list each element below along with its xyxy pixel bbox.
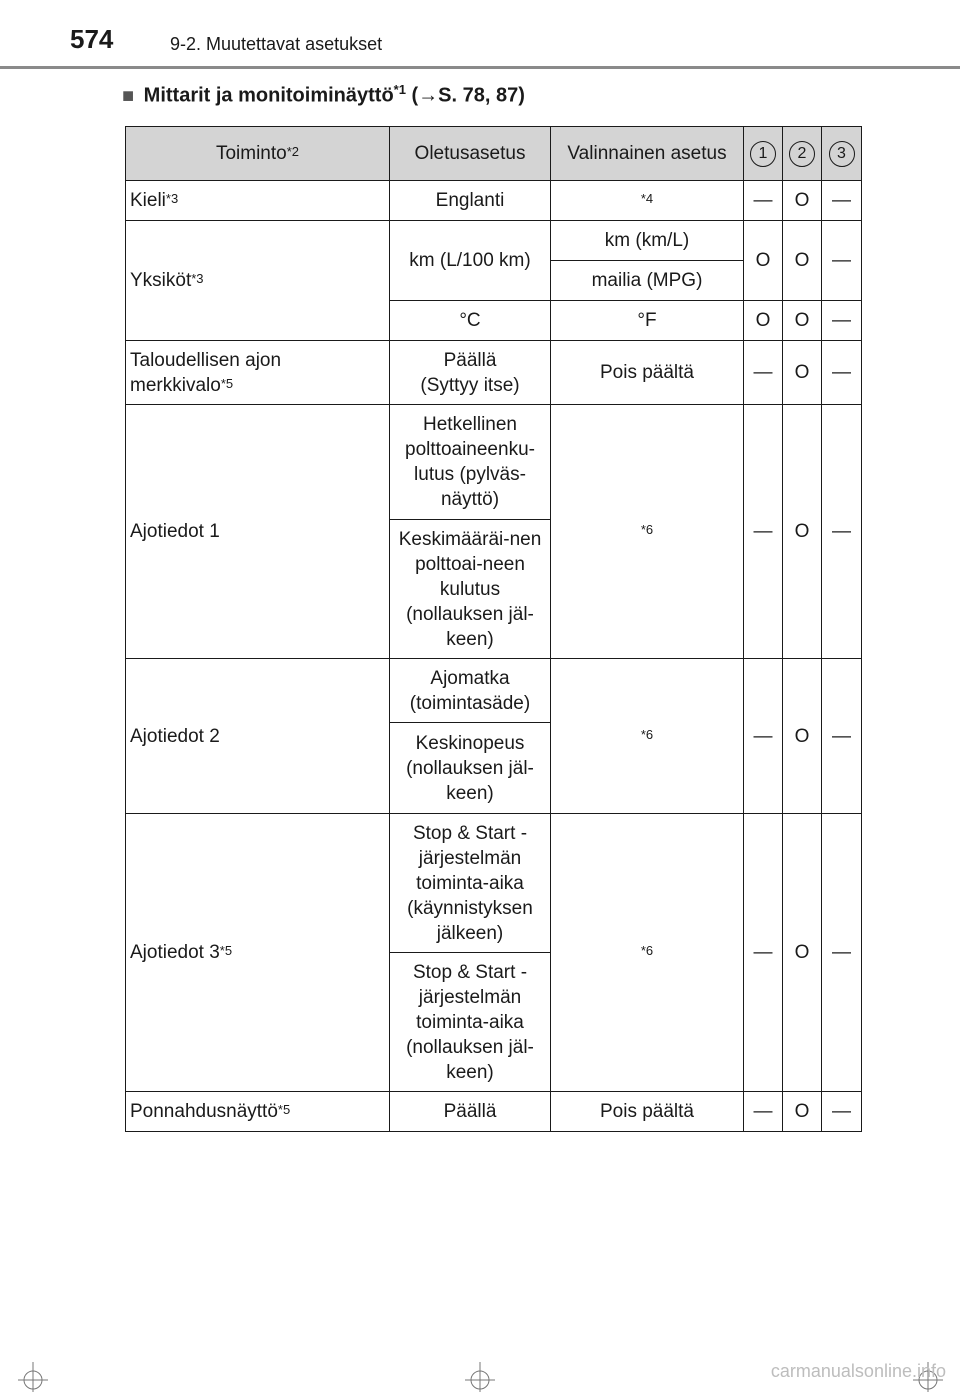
table-row	[126, 814, 862, 953]
row-trip3-c3: —	[822, 814, 862, 1092]
row-trip2-c3: —	[822, 659, 862, 814]
watermark: carmanualsonline.info	[770, 1361, 946, 1381]
row-popup-default: Päällä	[390, 1092, 551, 1132]
header-function: Toiminto$^{*2}$	[126, 127, 390, 181]
row-trip1-item-2: Keskimääräi-nen polttoai-neen kulutus (nollauksen jäl-keen)	[390, 520, 551, 659]
row-units-option-2: mailia (MPG)	[551, 261, 744, 301]
row-language-c3: —	[822, 181, 862, 221]
header-optional: Valinnainen asetus	[551, 127, 744, 181]
page-number: 574	[70, 24, 114, 54]
row-eco-c2: O	[783, 341, 822, 405]
table-header-row	[126, 127, 862, 181]
row-trip2-c1: —	[744, 659, 783, 814]
row-trip2-item-2: Keskinopeus (nollauksen jäl-keen)	[390, 723, 551, 814]
row-popup-c2: O	[783, 1092, 822, 1132]
header-default: Oletusasetus	[390, 127, 551, 181]
circled-2-icon: 2	[789, 141, 815, 167]
table-row	[126, 659, 862, 723]
row-units-default-1: km (L/100 km)	[390, 221, 551, 301]
row-trip1-item-1: Hetkellinen polttoaineenku-lutus (pylväs-näyttö)	[390, 405, 551, 520]
row-trip3-name: Ajotiedot 3$^{*5}$	[126, 814, 390, 1092]
row-temp-c2: O	[783, 301, 822, 341]
row-language-default: Englanti	[390, 181, 551, 221]
header-function-mark: *2	[286, 144, 300, 159]
row-trip3-c1: —	[744, 814, 783, 1092]
circled-3-icon: 3	[829, 141, 855, 167]
row-units-name: Yksiköt$^{*3}$	[126, 221, 390, 341]
row-trip2-c2: O	[783, 659, 822, 814]
chapter-title: 9-2. Muutettavat asetukset	[170, 34, 383, 54]
header-col-2	[783, 127, 822, 181]
table-row	[126, 1092, 862, 1132]
row-trip2-item-1: Ajomatka (toimintasäde)	[390, 659, 551, 723]
row-trip1-name: Ajotiedot 1	[126, 405, 390, 659]
row-trip2-optional: *6	[551, 659, 744, 814]
section-title-mark: *1	[393, 82, 406, 97]
header-col-3	[822, 127, 862, 181]
row-trip2-name: Ajotiedot 2	[126, 659, 390, 814]
settings-table	[125, 126, 862, 1132]
row-trip3-item-1: Stop & Start -järjestelmän toiminta-aika (käynnistyksen jälkeen)	[390, 814, 551, 953]
crop-mark-icon	[465, 1362, 495, 1392]
row-trip1-c2: O	[783, 405, 822, 659]
row-popup-name: Ponnahdusnäyttö$^{*5}$	[126, 1092, 390, 1132]
row-trip3-item-2: Stop & Start -järjestelmän toiminta-aika (nollauksen jäl-keen)	[390, 953, 551, 1092]
table-row	[126, 405, 862, 520]
header-divider	[0, 66, 960, 69]
row-popup-c3: —	[822, 1092, 862, 1132]
row-units-default-2: °C	[390, 301, 551, 341]
row-eco-optional: Pois päältä	[551, 341, 744, 405]
row-temp-c1: O	[744, 301, 783, 341]
square-bullet-icon: ■	[122, 84, 135, 107]
row-units-c3: —	[822, 221, 862, 301]
row-trip1-optional: *6	[551, 405, 744, 659]
row-trip1-c1: —	[744, 405, 783, 659]
row-trip3-optional: *6	[551, 814, 744, 1092]
row-popup-c1: —	[744, 1092, 783, 1132]
table-row	[126, 341, 862, 405]
row-eco-default: Päällä (Syttyy itse)	[390, 341, 551, 405]
row-units-option-3: °F	[551, 301, 744, 341]
row-units-c1: O	[744, 221, 783, 301]
row-language-c1: —	[744, 181, 783, 221]
table-row	[126, 181, 862, 221]
row-language-optional: *4	[551, 181, 744, 221]
circled-1-icon: 1	[750, 141, 776, 167]
row-trip3-c2: O	[783, 814, 822, 1092]
section-title: Mittarit ja monitoiminäyttö	[143, 84, 394, 107]
row-temp-c3: —	[822, 301, 862, 341]
section-heading	[122, 82, 525, 108]
section-page-ref[interactable]: (→S. 78, 87)	[411, 84, 525, 107]
row-language-name: Kieli$^{*3}$	[126, 181, 390, 221]
row-eco-name: Taloudellisen ajon merkkivalo$^{*5}$	[126, 341, 390, 405]
row-units-c2: O	[783, 221, 822, 301]
header-col-1	[744, 127, 783, 181]
row-eco-c1: —	[744, 341, 783, 405]
row-popup-optional: Pois päältä	[551, 1092, 744, 1132]
row-eco-c3: —	[822, 341, 862, 405]
table-row	[126, 221, 862, 261]
row-trip1-c3: —	[822, 405, 862, 659]
crop-mark-icon	[18, 1362, 48, 1392]
row-units-option-1: km (km/L)	[551, 221, 744, 261]
row-language-c2: O	[783, 181, 822, 221]
